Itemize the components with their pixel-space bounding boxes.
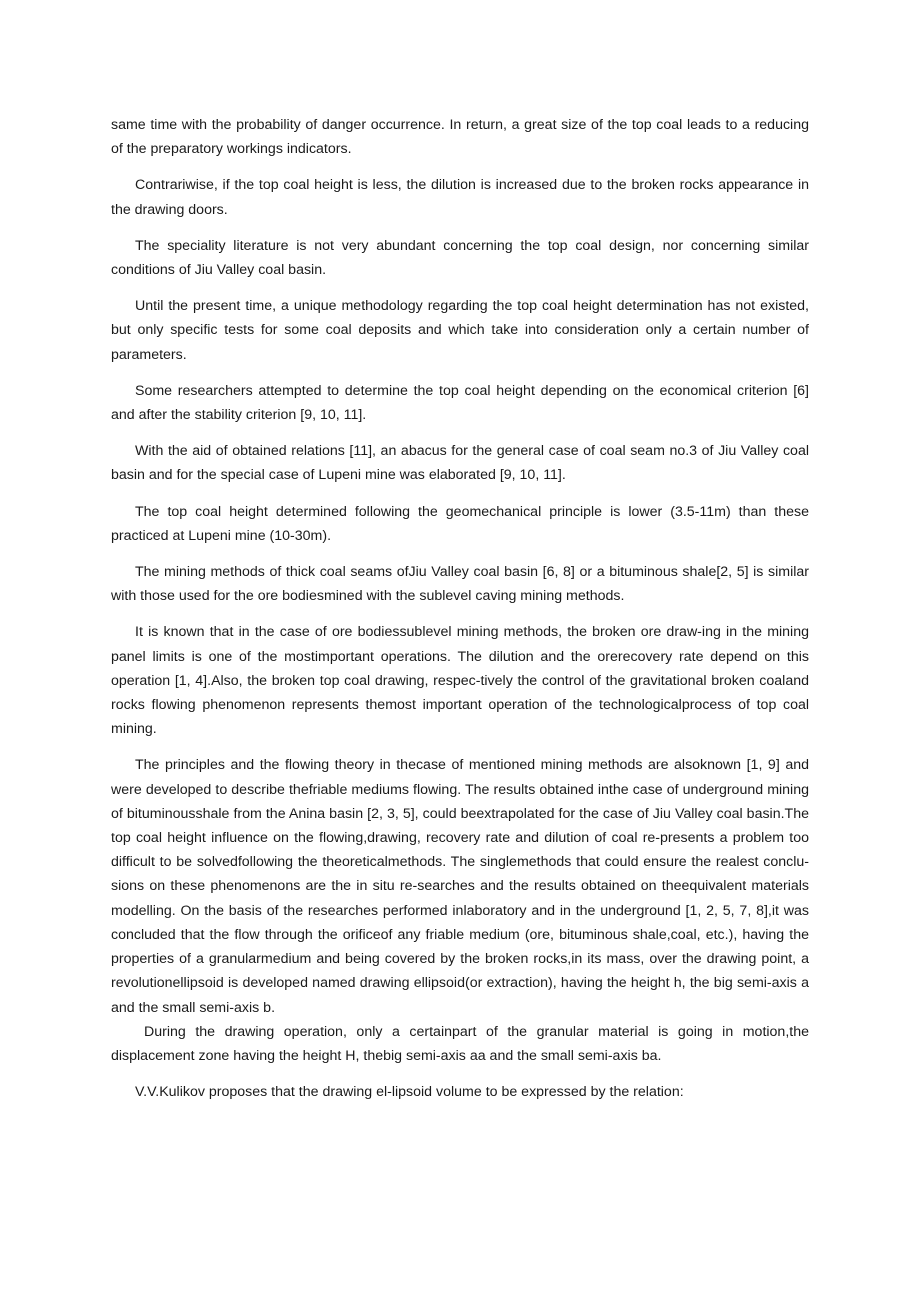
paragraph-ore-drawing: It is known that in the case of ore bodiessublevel mining methods, the broken ore draw-ing in the mining panel limits is one of the mostimportant operations. The dilution and the orerecovery rate depend on this operation [1, 4].Also, the broken top coal drawing, respec-tively the control of the gravitational broken coaland rocks flowing phenomenon represents themost important operation of the technologicalprocess of top coal mining.	[111, 624, 809, 738]
paragraph-geomechanical: The top coal height determined following the geomechanical principle is lower (3.5-11m) than these practiced at Lupeni mine (10-30m).	[111, 503, 809, 544]
paragraph-criteria: Some researchers attempted to determine the top coal height depending on the economical criterion [6] and after the stability criterion [9, 10, 11].	[111, 382, 809, 424]
paragraph-literature: The speciality literature is not very abundant concerning the top coal design, nor concerning similar conditions of Jiu Valley coal basin.	[111, 237, 809, 279]
paragraph-kulikov: V.V.Kulikov proposes that the drawing el-lipsoid volume to be expressed by the relation:	[135, 1084, 684, 1101]
paragraph-methodology: Until the present time, a unique methodology regarding the top coal height determination has not existed, but only specific tests for some coal deposits and which take into consideration only a certain number of parameters.	[111, 298, 809, 363]
paragraph-mining-methods: The mining methods of thick coal seams ofJiu Valley coal basin [6, 8] or a bituminous shale[2, 5] is similar with those used for the ore bodiesmined with the sublevel caving mining methods.	[111, 564, 809, 605]
paragraph-abacus: With the aid of obtained relations [11], an abacus for the general case of coal seam no.3 of Jiu Valley coal basin and for the special case of Lupeni mine was elaborated [9, 10, 11].	[111, 443, 809, 484]
paragraph-dilution: Contrariwise, if the top coal height is less, the dilution is increased due to the broken rocks appearance in the drawing doors.	[111, 177, 809, 218]
paragraph-displacement-zone: During the drawing operation, only a certainpart of the granular material is going in motion,the displacement zone having the height H, thebig semi-axis aa and the small semi-axis ba.	[111, 1023, 809, 1064]
paragraph-continuation: same time with the probability of danger occurrence. In return, a great size of the top coal leads to a reducing of the preparatory workings indicators.	[111, 117, 809, 158]
paragraph-flowing-theory: The principles and the flowing theory in thecase of mentioned mining methods are alsoknown [1, 9] and were developed to describe thefriable mediums flowing. The results obtained inthe case of underground mining of bituminousshale from the Anina basin [2, 3, 5], could beextrapolated for the case of Jiu Valley coal basin.The top coal height influence on the flowing,drawing, recovery rate and dilution of coal re-presents a problem too difficult to be solvedfollowing the theoreticalmethods. The singlemethods that could ensure the realest conclu-sions on these phenomenons are the in situ re-searches and the results obtained on theequivalent materials modelling. On the basis of the researches performed inlaboratory and in the underground [1, 2, 5, 7, 8],it was concluded that the flow through the orificeof any friable medium (ore, bituminous shale,coal, etc.), having the properties of a granularmedium and being covered by the broken rocks,in its mass, over the drawing point, a revolutionellipsoid is developed named drawing ellipsoid(or extraction), having the height h, the big semi-axis a and the small semi-axis b.	[111, 757, 809, 1016]
document-page	[111, 113, 809, 1116]
